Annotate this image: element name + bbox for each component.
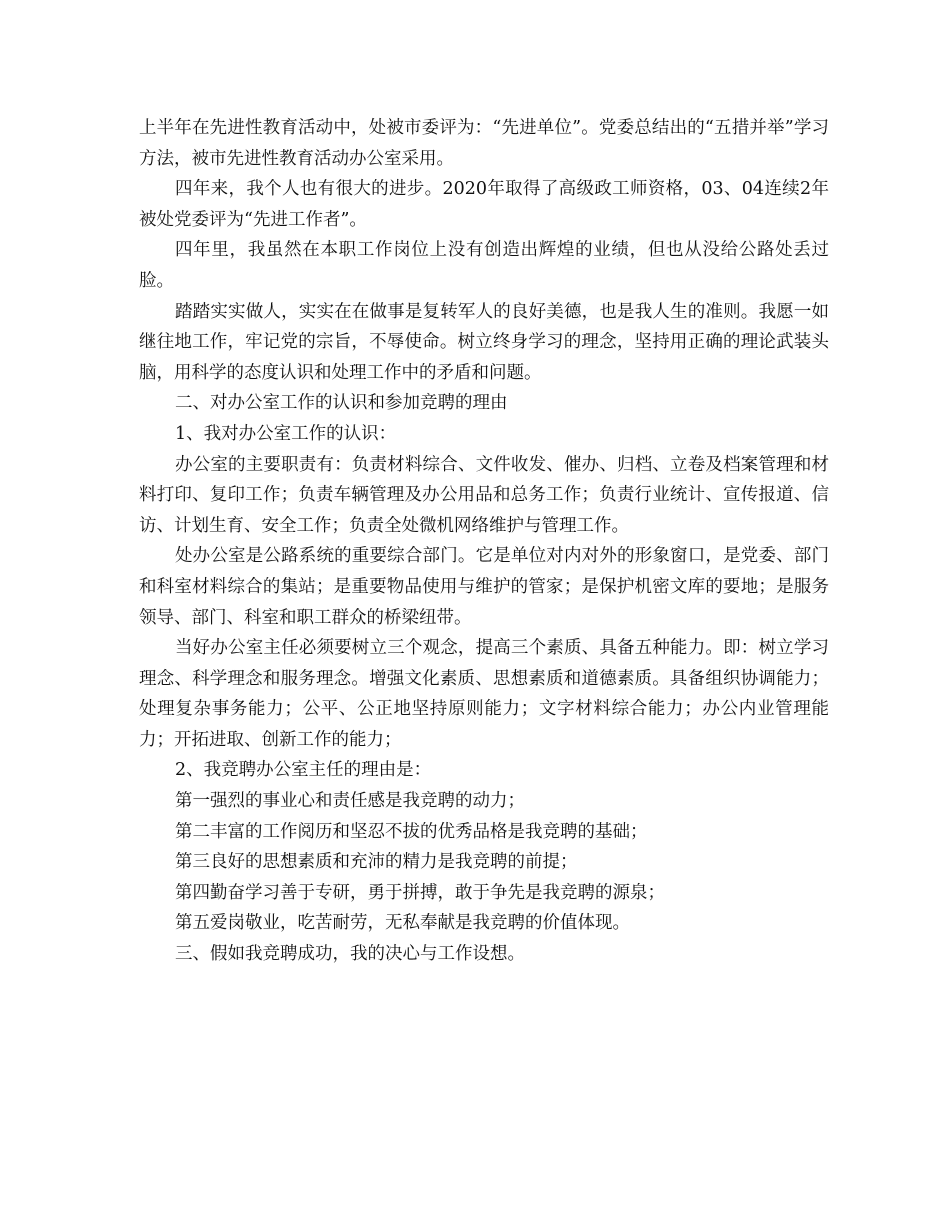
list-item-reason-4: 第四勤奋学习善于专研，勇于拼搏，敢于争先是我竞聘的源泉； [175, 882, 665, 903]
section-heading-three: 三、假如我竞聘成功，我的决心与工作设想。 [175, 944, 525, 965]
list-item-reason-3: 第三良好的思想素质和充沛的精力是我竞聘的前提； [175, 852, 578, 873]
list-item-reason-5: 第五爱岗敬业，吃苦耐劳，无私奉献是我竞聘的价值体现。 [175, 913, 630, 934]
paragraph-office-role: 处办公室是公路系统的重要综合部门。它是单位对内对外的形象窗口，是党委、部门和科室材料综合的集站；是重要物品使用与维护的管家；是保护机密文库的要地；是服务领导、部门、科室和职工群众的桥梁纽带。 [139, 546, 829, 628]
paragraph-office-duties: 办公室的主要职责有：负责材料综合、文件收发、催办、归档、立卷及档案管理和材料打印、复印工作；负责车辆管理及办公用品和总务工作；负责行业统计、宣传报道、信访、计划生育、安全工作；负责全处微机网络维护与管理工作。 [139, 454, 829, 536]
paragraph-continuation: 上半年在先进性教育活动中，处被市委评为：“先进单位”。党委总结出的“五措并举”学习方法，被市先进性教育活动办公室采用。 [139, 118, 829, 169]
paragraph-principles: 踏踏实实做人，实实在在做事是复转军人的良好美德，也是我人生的准则。我愿一如继往地工作，牢记党的宗旨，不辱使命。树立终身学习的理念，坚持用正确的理论武装头脑，用科学的态度认识和处理工作中的矛盾和问题。 [139, 301, 829, 383]
subheading-office-understanding: 1、我对办公室工作的认识： [175, 423, 397, 444]
list-item-reason-2: 第二丰富的工作阅历和坚忍不拔的优秀品格是我竞聘的基础； [175, 821, 648, 842]
document-body [139, 113, 829, 970]
list-item-reason-1: 第一强烈的事业心和责任感是我竞聘的动力； [175, 791, 525, 812]
subheading-reasons: 2、我竞聘办公室主任的理由是： [175, 760, 432, 781]
section-heading-two: 二、对办公室工作的认识和参加竞聘的理由 [175, 393, 508, 414]
paragraph-four-years: 四年里，我虽然在本职工作岗位上没有创造出辉煌的业绩，但也从没给公路处丢过脸。 [139, 240, 829, 291]
paragraph-personal-progress: 四年来，我个人也有很大的进步。2020年取得了高级政工师资格，03、04连续2年被处党委评为“先进工作者”。 [139, 179, 829, 230]
paragraph-director-requirements: 当好办公室主任必须要树立三个观念，提高三个素质、具备五种能力。即：树立学习理念、科学理念和服务理念。增强文化素质、思想素质和道德素质。具备组织协调能力；处理复杂事务能力；公平、公正地坚持原则能力；文字材料综合能力；办公内业管理能力；开拓进取、创新工作的能力； [139, 638, 829, 750]
